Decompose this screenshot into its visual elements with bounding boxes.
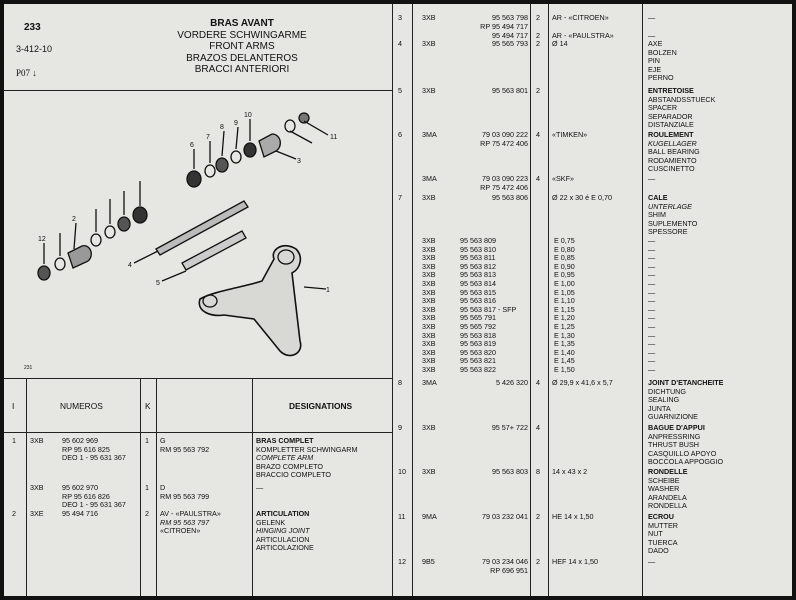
- right-code: 3XB: [422, 39, 436, 48]
- catalog-page: [4, 4, 792, 596]
- right-remark: «SKF»: [552, 174, 574, 183]
- left-code: 3XB: [30, 436, 44, 445]
- left-code: 3XB: [30, 483, 44, 492]
- left-remarks: AV - «PAULSTRA» RM 95 563 797 «CITROEN»: [160, 509, 221, 536]
- right-qty: 4: [536, 174, 540, 183]
- right-code: 3XB: [422, 193, 436, 202]
- right-numbers: 5 426 320: [496, 378, 528, 387]
- right-code: 9MA: [422, 512, 437, 521]
- callout-11: 11: [330, 134, 338, 141]
- right-qty: 2: [536, 31, 540, 40]
- washer-part: [55, 258, 65, 270]
- right-col-line: [530, 4, 531, 596]
- right-numbers: 79 03 090 222 RP 75 472 406: [480, 130, 528, 148]
- title-it: BRACCI ANTERIORI: [194, 64, 290, 75]
- title-es: BRAZOS DELANTEROS: [186, 52, 298, 64]
- right-remark: AR - «PAULSTRA»: [552, 31, 614, 40]
- right-numbers: 95 563 801: [492, 86, 528, 95]
- left-remarks: G RM 95 563 792: [160, 436, 210, 454]
- right-qty: 2: [536, 557, 540, 566]
- callout-3: 3: [297, 158, 301, 165]
- right-qty: 8: [536, 467, 540, 476]
- right-col-line: [642, 4, 643, 596]
- title-de: VORDERE SCHWINGARME: [177, 29, 307, 41]
- shim-dashes: — — — — — — — — — — — — — — — —: [648, 236, 656, 374]
- left-item: 2: [12, 509, 16, 518]
- left-k: 2: [145, 509, 149, 518]
- callout-7: 7: [206, 134, 210, 141]
- shim-codes: 3XB 3XB 3XB 3XB 3XB 3XB 3XB 3XB 3XB 3XB 3XB 3XB 3XB 3XB 3XB 3XB: [422, 236, 436, 374]
- arrow-down-icon: ↓: [30, 68, 37, 78]
- left-col-line: [156, 378, 157, 596]
- left-k: 1: [145, 436, 149, 445]
- callout-10: 10: [244, 112, 252, 119]
- right-designation: AXE BOLZEN PIN EJE PERNO: [648, 39, 677, 83]
- left-col-line: [252, 378, 253, 596]
- shim-part: [205, 165, 215, 177]
- left-item: 1: [12, 436, 16, 445]
- bearing-part: [187, 171, 201, 187]
- right-qty: 2: [536, 13, 540, 22]
- right-designation: BAGUE D'APPUI ANPRESSRING THRUST BUSH CASQUILLO APOYO BOCCOLA APPOGGIO: [648, 423, 724, 467]
- header-col-i: I: [12, 401, 15, 411]
- left-numbers: 95 602 969 RP 95 616 825 DEO 1 - 95 631 367: [62, 436, 126, 463]
- shim-part: [105, 226, 115, 238]
- right-code: 3MA: [422, 130, 437, 139]
- right-item: 11: [398, 512, 406, 521]
- right-item: 8: [398, 378, 402, 387]
- right-remark: 14 x 43 x 2: [552, 467, 588, 476]
- right-code: 3XB: [422, 467, 436, 476]
- callout-6: 6: [190, 142, 194, 149]
- right-col-line: [548, 4, 549, 596]
- header-col-designations: DESIGNATIONS: [289, 401, 353, 411]
- right-qty: 2: [536, 39, 540, 48]
- header-col-numeros: NUMEROS: [60, 401, 103, 411]
- nut-part: [38, 266, 50, 280]
- right-remark: «TIMKEN»: [552, 130, 588, 139]
- right-remark: Ø 14: [552, 39, 568, 48]
- right-remark: Ø 22 x 30 é E 0,70: [552, 193, 612, 202]
- p07-label: P07 ↓: [16, 68, 37, 78]
- bearing-part: [244, 143, 256, 157]
- right-item: 12: [398, 557, 406, 566]
- left-col-line: [26, 378, 27, 596]
- right-code: 3MA: [422, 174, 437, 183]
- right-item: 9: [398, 423, 402, 432]
- figure-divider: [4, 378, 392, 379]
- right-code: 3XB: [422, 13, 436, 22]
- left-numbers: 95 494 716: [62, 509, 98, 518]
- left-numbers: 95 602 970 RP 95 616 826 DEO 1 - 95 631 367: [62, 483, 126, 510]
- washer-part: [231, 151, 241, 163]
- right-item: 7: [398, 193, 402, 202]
- right-designation: CALE UNTERLAGE SHIM SUPLEMENTO SPESSORE: [648, 193, 698, 237]
- right-remark: HE 14 x 1,50: [552, 512, 594, 521]
- right-designation: —: [648, 13, 656, 22]
- right-numbers: 79 03 234 046 RP 696 951: [482, 557, 528, 575]
- title-fr: BRAS AVANT: [210, 18, 274, 29]
- right-designation: ENTRETOISE ABSTANDSSTUECK SPACER SEPARADOR DISTANZIALE: [648, 86, 716, 130]
- right-item: 3: [398, 13, 402, 22]
- shim-numbers: 95 563 809 95 563 810 95 563 811 95 563 812 95 563 813 95 563 814 95 563 815 95 563 816 95 563 817 - SFP 95 565 791 95 565 792 95 563 818 95 563 819 95 563 820 95 563 821 95 563 822: [460, 236, 517, 374]
- seal-part: [118, 217, 130, 231]
- section-ref: 3-412-10: [16, 44, 53, 54]
- callout-1: 1: [326, 287, 330, 294]
- right-qty: 4: [536, 130, 540, 139]
- right-item: 4: [398, 39, 402, 48]
- right-code: 3XB: [422, 86, 436, 95]
- right-code: 9B5: [422, 557, 435, 566]
- right-qty: 2: [536, 86, 540, 95]
- callout-5: 5: [156, 280, 160, 287]
- right-item: 5: [398, 86, 402, 95]
- right-designation: JOINT D'ETANCHEITE DICHTUNG SEALING JUNTA GUARNIZIONE: [648, 378, 724, 422]
- left-col-line: [140, 378, 141, 596]
- right-designation: —: [648, 174, 656, 183]
- right-qty: 4: [536, 378, 540, 387]
- right-item: 10: [398, 467, 406, 476]
- exploded-view-figure: [4, 91, 392, 377]
- table-header-divider: [4, 432, 392, 433]
- center-divider: [392, 4, 393, 596]
- right-numbers: 95 563 798 RP 95 494 717: [480, 13, 528, 31]
- bearing-part: [133, 207, 147, 223]
- right-designation: —: [648, 31, 656, 40]
- right-numbers: 95 565 793: [492, 39, 528, 48]
- left-designations: —: [256, 483, 264, 492]
- right-item: 6: [398, 130, 402, 139]
- front-arm-part: [199, 246, 300, 356]
- right-code: 3XB: [422, 423, 436, 432]
- figure-caption: 231: [24, 365, 33, 371]
- title-en: FRONT ARMS: [209, 41, 275, 52]
- left-k: 1: [145, 483, 149, 492]
- right-numbers: 79 03 232 041: [482, 512, 528, 521]
- right-col-line: [412, 4, 413, 596]
- page-number: 233: [24, 22, 41, 33]
- callout-8: 8: [220, 124, 224, 131]
- right-qty: 2: [536, 512, 540, 521]
- right-code: 3MA: [422, 378, 437, 387]
- washer-part: [285, 120, 295, 132]
- header-col-k: K: [145, 401, 151, 411]
- right-numbers: 95 563 806: [492, 193, 528, 202]
- washer-part: [91, 234, 101, 246]
- right-designation: —: [648, 557, 656, 566]
- right-remark: AR - «CITROEN»: [552, 13, 609, 22]
- left-designations: BRAS COMPLET KOMPLETTER SCHWINGARM COMPLETE ARM BRAZO COMPLETO BRACCIO COMPLETO: [256, 436, 358, 480]
- right-numbers: 79 03 090 223 RP 75 472 406: [480, 174, 528, 192]
- shim-values: E 0,75 E 0,80 E 0,85 E 0,90 E 0,95 E 1,00 E 1,05 E 1,10 E 1,15 E 1,20 E 1,25 E 1,30 E 1,35 E 1,40 E 1,45 E 1,50: [554, 236, 575, 374]
- right-designation: ROULEMENT KUGELLAGER BALL BEARING RODAMIENTO CUSCINETTO: [648, 130, 700, 174]
- left-remarks: D RM 95 563 799: [160, 483, 210, 501]
- callout-2: 2: [72, 216, 76, 223]
- right-remark: Ø 29,9 x 41,6 x 5,7: [552, 378, 613, 387]
- right-designation: RONDELLE SCHEIBE WASHER ARANDELA RONDELLA: [648, 467, 688, 511]
- left-designations: ARTICULATION GELENK HINGING JOINT ARTICULACION ARTICOLAZIONE: [256, 509, 314, 553]
- right-numbers: 95 57+ 722: [491, 423, 528, 432]
- spacer-part: [259, 134, 280, 157]
- right-remark: HEF 14 x 1,50: [552, 557, 598, 566]
- right-designation: ECROU MUTTER NUT TUERCA DADO: [648, 512, 678, 556]
- callout-9: 9: [234, 120, 238, 127]
- right-qty: 4: [536, 423, 540, 432]
- pin-part: [156, 201, 248, 255]
- right-numbers: 95 494 717: [492, 31, 528, 40]
- right-numbers: 95 563 803: [492, 467, 528, 476]
- spacer-part: [68, 246, 91, 268]
- seal-part: [216, 158, 228, 172]
- left-code: 3XE: [30, 509, 44, 518]
- callout-4: 4: [128, 262, 132, 269]
- title-block: [132, 18, 352, 76]
- callout-12: 12: [38, 236, 46, 243]
